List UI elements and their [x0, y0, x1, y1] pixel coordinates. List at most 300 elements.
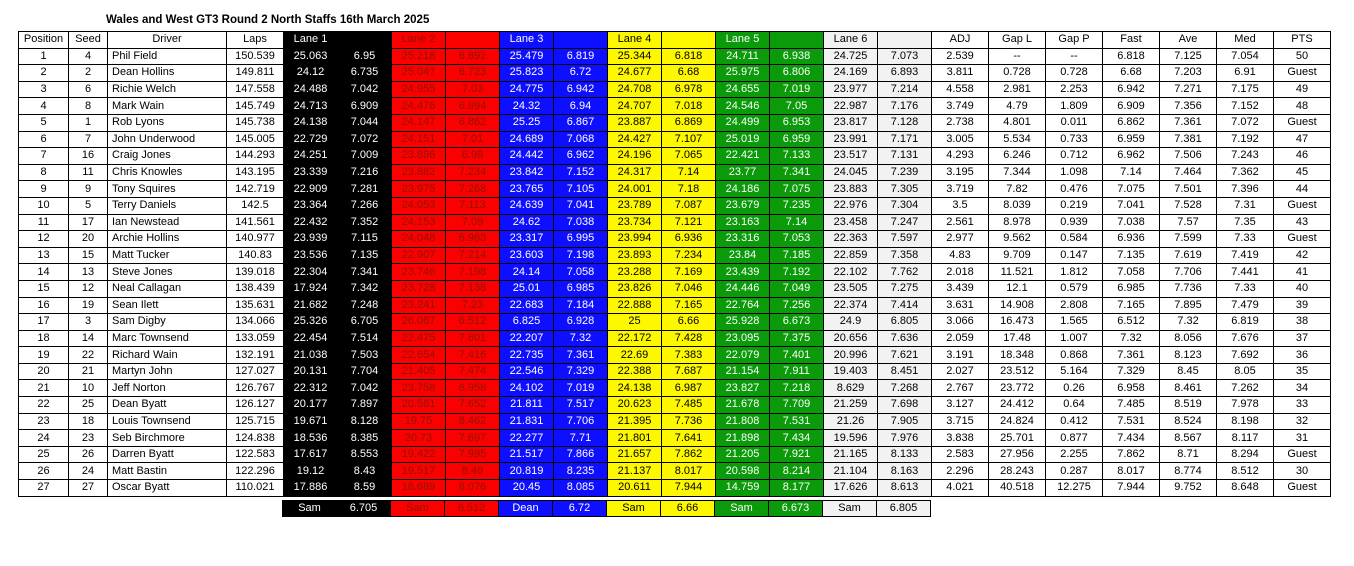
cell-lane2-laps: 24.476: [392, 98, 446, 115]
cell-lane6-best: 7.698: [878, 397, 932, 414]
summary-lane4-best: 6.66: [661, 500, 715, 517]
cell-med: 8.512: [1217, 463, 1274, 480]
cell-gap-p: 2.255: [1046, 446, 1103, 463]
cell-pts: 49: [1274, 81, 1331, 98]
cell-lane2-best: 7.03: [446, 81, 500, 98]
cell-lane5-laps: 21.808: [716, 413, 770, 430]
cell-fast: 7.14: [1103, 164, 1160, 181]
cell-position: 21: [19, 380, 69, 397]
cell-lane2-laps: 23.241: [392, 297, 446, 314]
cell-lane1-best: 8.59: [338, 480, 392, 497]
cell-lane5-best: 7.185: [770, 247, 824, 264]
cell-pts: Guest: [1274, 197, 1331, 214]
cell-driver: Craig Jones: [108, 148, 227, 165]
cell-seed: 21: [69, 363, 108, 380]
cell-lane4-best: 7.383: [662, 347, 716, 364]
cell-lane5-best: 7.375: [770, 330, 824, 347]
cell-ave: 7.506: [1160, 148, 1217, 165]
cell-pts: 40: [1274, 280, 1331, 297]
cell-seed: 11: [69, 164, 108, 181]
cell-lane5-laps: 23.163: [716, 214, 770, 231]
cell-lane5-best: 7.401: [770, 347, 824, 364]
summary-lane5-best: 6.673: [769, 500, 823, 517]
cell-lane6-laps: 19.403: [824, 363, 878, 380]
cell-lane6-best: 8.133: [878, 446, 932, 463]
table-row: [19, 148, 1331, 165]
cell-adj: 3.715: [932, 413, 989, 430]
cell-laps: 138.439: [227, 280, 284, 297]
cell-laps: 143.195: [227, 164, 284, 181]
cell-ave: 7.356: [1160, 98, 1217, 115]
cell-lane3-laps: 23.317: [500, 231, 554, 248]
cell-gap-l: 9.709: [989, 247, 1046, 264]
table-row: [19, 463, 1331, 480]
column-header-ave: Ave: [1160, 32, 1217, 49]
cell-ave: 7.736: [1160, 280, 1217, 297]
cell-laps: 139.018: [227, 264, 284, 281]
cell-lane3-laps: 25.25: [500, 114, 554, 131]
table-row: [19, 65, 1331, 82]
cell-pts: 34: [1274, 380, 1331, 397]
cell-fast: 7.32: [1103, 330, 1160, 347]
cell-lane5-best: 7.921: [770, 446, 824, 463]
cell-position: 8: [19, 164, 69, 181]
cell-lane5-laps: 23.679: [716, 197, 770, 214]
cell-lane3-best: 6.942: [554, 81, 608, 98]
cell-driver: Sean Ilett: [108, 297, 227, 314]
cell-lane4-laps: 23.893: [608, 247, 662, 264]
cell-lane1-best: 7.281: [338, 181, 392, 198]
cell-gap-l: 11.521: [989, 264, 1046, 281]
cell-driver: Darren Byatt: [108, 446, 227, 463]
cell-gap-l: --: [989, 48, 1046, 65]
cell-lane4-laps: 24.138: [608, 380, 662, 397]
cell-seed: 12: [69, 280, 108, 297]
cell-ave: 8.567: [1160, 430, 1217, 447]
cell-position: 27: [19, 480, 69, 497]
cell-lane5-laps: 22.079: [716, 347, 770, 364]
cell-lane6-laps: 22.102: [824, 264, 878, 281]
cell-gap-l: 0.728: [989, 65, 1046, 82]
cell-lane5-laps: 22.421: [716, 148, 770, 165]
cell-lane3-best: 7.866: [554, 446, 608, 463]
cell-ave: 7.361: [1160, 114, 1217, 131]
cell-pts: 45: [1274, 164, 1331, 181]
cell-ave: 8.45: [1160, 363, 1217, 380]
cell-lane2-laps: 24.955: [392, 81, 446, 98]
cell-lane2-laps: 23.728: [392, 280, 446, 297]
cell-ave: 8.519: [1160, 397, 1217, 414]
column-header-lane4-best: [662, 32, 716, 49]
cell-lane1-laps: 24.138: [284, 114, 338, 131]
cell-lane6-best: 8.163: [878, 463, 932, 480]
cell-laps: 124.838: [227, 430, 284, 447]
cell-laps: 122.583: [227, 446, 284, 463]
cell-gap-p: 0.579: [1046, 280, 1103, 297]
cell-lane3-best: 6.995: [554, 231, 608, 248]
cell-adj: 3.719: [932, 181, 989, 198]
cell-laps: 132.191: [227, 347, 284, 364]
cell-lane3-laps: 24.442: [500, 148, 554, 165]
cell-seed: 5: [69, 197, 108, 214]
cell-lane4-best: 7.687: [662, 363, 716, 380]
column-header-fast: Fast: [1103, 32, 1160, 49]
cell-position: 20: [19, 363, 69, 380]
cell-lane2-laps: 24.048: [392, 231, 446, 248]
cell-lane3-best: 7.32: [554, 330, 608, 347]
cell-ave: 7.203: [1160, 65, 1217, 82]
cell-lane2-best: 7.601: [446, 330, 500, 347]
cell-lane3-laps: 25.823: [500, 65, 554, 82]
cell-driver: Chris Knowles: [108, 164, 227, 181]
cell-med: 7.35: [1217, 214, 1274, 231]
cell-pts: 47: [1274, 131, 1331, 148]
cell-position: 11: [19, 214, 69, 231]
cell-fast: 6.818: [1103, 48, 1160, 65]
cell-gap-p: 1.007: [1046, 330, 1103, 347]
cell-pts: 42: [1274, 247, 1331, 264]
cell-lane3-best: 7.517: [554, 397, 608, 414]
cell-laps: 149.811: [227, 65, 284, 82]
cell-lane6-laps: 20.996: [824, 347, 878, 364]
cell-lane3-best: 7.105: [554, 181, 608, 198]
cell-ave: 8.461: [1160, 380, 1217, 397]
column-header-pts: PTS: [1274, 32, 1331, 49]
cell-position: 22: [19, 397, 69, 414]
cell-lane5-laps: 23.316: [716, 231, 770, 248]
cell-gap-l: 18.348: [989, 347, 1046, 364]
cell-lane5-best: 6.806: [770, 65, 824, 82]
cell-lane2-laps: 18.689: [392, 480, 446, 497]
cell-seed: 20: [69, 231, 108, 248]
cell-lane4-best: 7.18: [662, 181, 716, 198]
cell-seed: 13: [69, 264, 108, 281]
cell-lane2-best: 6.994: [446, 98, 500, 115]
cell-lane1-laps: 19.12: [284, 463, 338, 480]
cell-gap-p: 1.812: [1046, 264, 1103, 281]
cell-lane1-laps: 24.251: [284, 148, 338, 165]
cell-gap-l: 7.82: [989, 181, 1046, 198]
cell-med: 7.692: [1217, 347, 1274, 364]
cell-lane6-laps: 22.976: [824, 197, 878, 214]
cell-gap-l: 14.908: [989, 297, 1046, 314]
cell-adj: 2.767: [932, 380, 989, 397]
cell-lane5-best: 7.256: [770, 297, 824, 314]
table-row: [19, 197, 1331, 214]
column-header-gap-p: Gap P: [1046, 32, 1103, 49]
cell-ave: 8.056: [1160, 330, 1217, 347]
column-header-med: Med: [1217, 32, 1274, 49]
cell-gap-p: 0.287: [1046, 463, 1103, 480]
cell-lane3-laps: 20.45: [500, 480, 554, 497]
cell-lane4-laps: 23.734: [608, 214, 662, 231]
cell-lane4-best: 7.169: [662, 264, 716, 281]
cell-lane3-laps: 24.32: [500, 98, 554, 115]
cell-ave: 7.706: [1160, 264, 1217, 281]
cell-lane2-laps: 23.896: [392, 148, 446, 165]
cell-lane5-laps: 23.095: [716, 330, 770, 347]
summary-lane4-driver: Sam: [607, 500, 661, 517]
cell-position: 23: [19, 413, 69, 430]
cell-med: 7.676: [1217, 330, 1274, 347]
cell-driver: Martyn John: [108, 363, 227, 380]
cell-gap-p: 0.412: [1046, 413, 1103, 430]
cell-lane5-laps: 24.711: [716, 48, 770, 65]
cell-med: 7.072: [1217, 114, 1274, 131]
column-header-laps: Laps: [227, 32, 284, 49]
cell-lane2-laps: 23.746: [392, 264, 446, 281]
cell-lane2-best: 6.892: [446, 48, 500, 65]
cell-lane1-best: 7.044: [338, 114, 392, 131]
cell-lane3-laps: 21.811: [500, 397, 554, 414]
page-title: Wales and West GT3 Round 2 North Staffs 16th March 2025: [106, 14, 430, 26]
cell-lane2-laps: 25.047: [392, 65, 446, 82]
cell-lane5-best: 7.133: [770, 148, 824, 165]
cell-lane6-best: 7.171: [878, 131, 932, 148]
cell-driver: Mark Wain: [108, 98, 227, 115]
cell-fast: 6.936: [1103, 231, 1160, 248]
cell-lane5-best: 7.05: [770, 98, 824, 115]
cell-position: 16: [19, 297, 69, 314]
cell-laps: 133.059: [227, 330, 284, 347]
cell-ave: 8.71: [1160, 446, 1217, 463]
cell-lane3-laps: 23.842: [500, 164, 554, 181]
table-row: [19, 131, 1331, 148]
cell-lane6-best: 7.131: [878, 148, 932, 165]
cell-laps: 127.027: [227, 363, 284, 380]
cell-lane6-laps: 24.9: [824, 314, 878, 331]
cell-position: 24: [19, 430, 69, 447]
cell-lane1-laps: 23.939: [284, 231, 338, 248]
cell-med: 7.479: [1217, 297, 1274, 314]
cell-lane3-best: 7.198: [554, 247, 608, 264]
cell-lane3-best: 7.184: [554, 297, 608, 314]
column-header-seed: Seed: [69, 32, 108, 49]
cell-lane2-laps: 23.758: [392, 380, 446, 397]
cell-position: 10: [19, 197, 69, 214]
cell-lane5-laps: 20.598: [716, 463, 770, 480]
cell-med: 7.262: [1217, 380, 1274, 397]
cell-lane4-laps: 22.388: [608, 363, 662, 380]
cell-lane5-best: 7.019: [770, 81, 824, 98]
cell-lane6-best: 6.893: [878, 65, 932, 82]
cell-lane4-best: 7.736: [662, 413, 716, 430]
cell-lane1-laps: 22.909: [284, 181, 338, 198]
column-header-lane5-best: [770, 32, 824, 49]
cell-lane3-laps: 25.479: [500, 48, 554, 65]
cell-fast: 6.942: [1103, 81, 1160, 98]
cell-lane4-laps: 23.826: [608, 280, 662, 297]
cell-lane4-laps: 23.288: [608, 264, 662, 281]
header-row: [19, 32, 1331, 49]
cell-lane3-best: 7.068: [554, 131, 608, 148]
cell-lane3-laps: 22.546: [500, 363, 554, 380]
table-row: [19, 363, 1331, 380]
cell-lane4-laps: 23.994: [608, 231, 662, 248]
cell-laps: 142.719: [227, 181, 284, 198]
cell-lane4-laps: 22.172: [608, 330, 662, 347]
cell-position: 5: [19, 114, 69, 131]
cell-lane5-laps: 23.77: [716, 164, 770, 181]
cell-lane4-laps: 22.69: [608, 347, 662, 364]
cell-lane4-best: 7.165: [662, 297, 716, 314]
cell-lane5-laps: 24.186: [716, 181, 770, 198]
cell-lane4-best: 6.818: [662, 48, 716, 65]
cell-gap-l: 7.344: [989, 164, 1046, 181]
cell-lane6-best: 7.247: [878, 214, 932, 231]
cell-lane1-best: 8.43: [338, 463, 392, 480]
summary-lane5-driver: Sam: [715, 500, 769, 517]
cell-fast: 7.058: [1103, 264, 1160, 281]
cell-med: 6.91: [1217, 65, 1274, 82]
column-header-position: Position: [19, 32, 69, 49]
cell-med: 7.362: [1217, 164, 1274, 181]
cell-lane2-laps: 19.517: [392, 463, 446, 480]
cell-lane6-best: 6.805: [878, 314, 932, 331]
cell-lane2-best: 6.958: [446, 380, 500, 397]
cell-pts: 43: [1274, 214, 1331, 231]
cell-seed: 16: [69, 148, 108, 165]
summary-row: [283, 500, 931, 517]
cell-adj: 3.838: [932, 430, 989, 447]
cell-gap-l: 27.956: [989, 446, 1046, 463]
cell-fast: 7.165: [1103, 297, 1160, 314]
cell-med: 6.819: [1217, 314, 1274, 331]
results-body: [19, 48, 1331, 496]
cell-adj: 4.83: [932, 247, 989, 264]
cell-lane4-laps: 20.623: [608, 397, 662, 414]
cell-lane5-best: 8.214: [770, 463, 824, 480]
cell-laps: 145.738: [227, 114, 284, 131]
cell-lane3-best: 7.706: [554, 413, 608, 430]
cell-seed: 7: [69, 131, 108, 148]
cell-fast: 7.038: [1103, 214, 1160, 231]
cell-lane1-best: 7.248: [338, 297, 392, 314]
cell-lane1-laps: 18.536: [284, 430, 338, 447]
table-row: [19, 297, 1331, 314]
cell-lane2-best: 7.268: [446, 181, 500, 198]
cell-driver: Marc Townsend: [108, 330, 227, 347]
table-row: [19, 214, 1331, 231]
cell-fast: 7.485: [1103, 397, 1160, 414]
cell-lane5-laps: 23.84: [716, 247, 770, 264]
summary-lane3-driver: Dean: [499, 500, 553, 517]
cell-lane6-laps: 22.859: [824, 247, 878, 264]
cell-lane1-best: 8.385: [338, 430, 392, 447]
cell-gap-l: 8.978: [989, 214, 1046, 231]
cell-ave: 7.895: [1160, 297, 1217, 314]
cell-lane4-best: 7.641: [662, 430, 716, 447]
cell-gap-p: 0.939: [1046, 214, 1103, 231]
cell-seed: 25: [69, 397, 108, 414]
cell-lane4-best: 7.14: [662, 164, 716, 181]
cell-med: 7.192: [1217, 131, 1274, 148]
cell-seed: 3: [69, 314, 108, 331]
cell-lane3-laps: 22.735: [500, 347, 554, 364]
cell-seed: 9: [69, 181, 108, 198]
cell-lane1-laps: 25.326: [284, 314, 338, 331]
cell-lane6-laps: 23.817: [824, 114, 878, 131]
cell-lane5-laps: 25.019: [716, 131, 770, 148]
column-header-lane1-best: [338, 32, 392, 49]
table-row: [19, 114, 1331, 131]
cell-lane6-laps: 23.977: [824, 81, 878, 98]
cell-lane1-laps: 22.432: [284, 214, 338, 231]
cell-lane2-laps: 25.218: [392, 48, 446, 65]
cell-driver: Archie Hollins: [108, 231, 227, 248]
cell-lane6-laps: 23.458: [824, 214, 878, 231]
cell-adj: 3.631: [932, 297, 989, 314]
cell-lane5-best: 7.075: [770, 181, 824, 198]
cell-lane5-best: 6.959: [770, 131, 824, 148]
cell-lane3-best: 6.72: [554, 65, 608, 82]
cell-adj: 3.439: [932, 280, 989, 297]
cell-ave: 7.619: [1160, 247, 1217, 264]
cell-lane2-laps: 23.975: [392, 181, 446, 198]
cell-fast: 6.862: [1103, 114, 1160, 131]
cell-lane2-best: 8.462: [446, 413, 500, 430]
cell-lane1-best: 6.735: [338, 65, 392, 82]
cell-lane1-laps: 22.729: [284, 131, 338, 148]
cell-lane5-best: 7.341: [770, 164, 824, 181]
cell-pts: 41: [1274, 264, 1331, 281]
cell-fast: 7.041: [1103, 197, 1160, 214]
cell-lane3-laps: 24.639: [500, 197, 554, 214]
cell-pts: Guest: [1274, 114, 1331, 131]
cell-lane5-laps: 21.154: [716, 363, 770, 380]
cell-gap-l: 23.772: [989, 380, 1046, 397]
cell-lane2-best: 6.723: [446, 65, 500, 82]
cell-adj: 3.127: [932, 397, 989, 414]
cell-lane2-best: 7.652: [446, 397, 500, 414]
cell-lane2-best: 7.01: [446, 131, 500, 148]
cell-driver: Phil Field: [108, 48, 227, 65]
cell-pts: 35: [1274, 363, 1331, 380]
cell-med: 8.198: [1217, 413, 1274, 430]
column-header-lane3-laps: Lane 3: [500, 32, 554, 49]
cell-gap-l: 40.518: [989, 480, 1046, 497]
cell-lane4-best: 7.428: [662, 330, 716, 347]
cell-lane4-best: 6.66: [662, 314, 716, 331]
cell-ave: 7.32: [1160, 314, 1217, 331]
cell-seed: 17: [69, 214, 108, 231]
cell-lane2-laps: 24.147: [392, 114, 446, 131]
cell-lane3-best: 6.819: [554, 48, 608, 65]
cell-ave: 7.599: [1160, 231, 1217, 248]
cell-lane5-laps: 24.499: [716, 114, 770, 131]
cell-seed: 10: [69, 380, 108, 397]
cell-pts: 48: [1274, 98, 1331, 115]
cell-lane5-best: 7.218: [770, 380, 824, 397]
cell-ave: 8.774: [1160, 463, 1217, 480]
cell-laps: 126.127: [227, 397, 284, 414]
cell-pts: 38: [1274, 314, 1331, 331]
cell-seed: 18: [69, 413, 108, 430]
cell-lane6-best: 7.239: [878, 164, 932, 181]
cell-position: 3: [19, 81, 69, 98]
cell-position: 4: [19, 98, 69, 115]
cell-adj: 3.195: [932, 164, 989, 181]
cell-lane4-best: 7.107: [662, 131, 716, 148]
cell-pts: 30: [1274, 463, 1331, 480]
cell-med: 7.243: [1217, 148, 1274, 165]
cell-lane5-laps: 25.975: [716, 65, 770, 82]
column-header-lane4-laps: Lane 4: [608, 32, 662, 49]
cell-lane2-best: 7.416: [446, 347, 500, 364]
cell-lane6-best: 7.358: [878, 247, 932, 264]
cell-gap-p: 12.275: [1046, 480, 1103, 497]
cell-adj: 2.059: [932, 330, 989, 347]
